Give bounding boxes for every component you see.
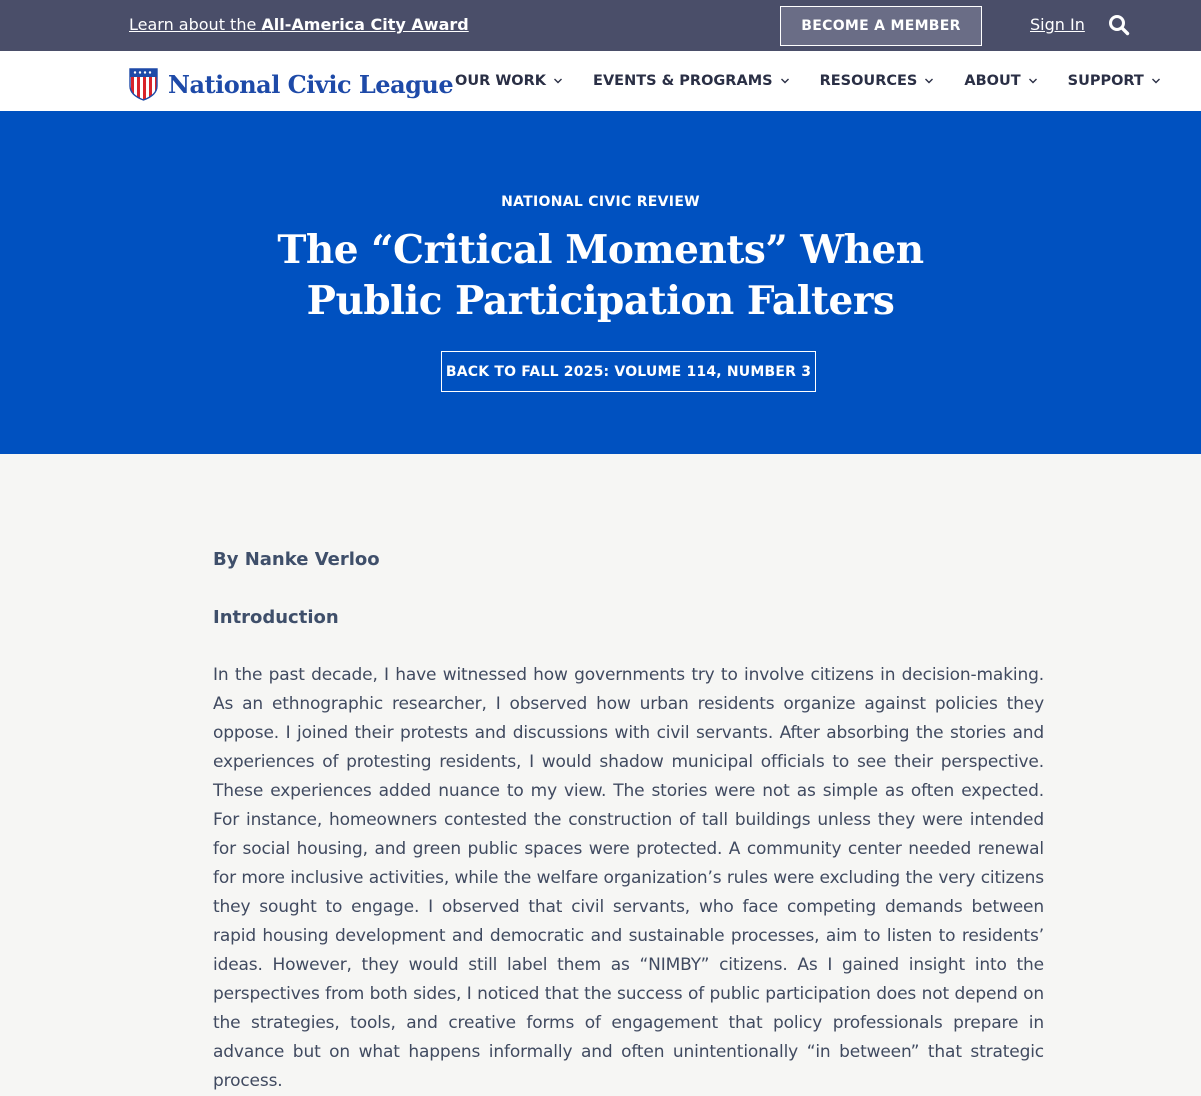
sign-in-link[interactable]: Sign In [1030, 15, 1085, 34]
back-to-issue-button[interactable]: BACK TO FALL 2025: VOLUME 114, NUMBER 3 [441, 351, 816, 392]
nav-item-support[interactable] [1068, 73, 1161, 89]
article-byline: By Nanke Verloo [213, 549, 380, 570]
section-heading: Introduction [213, 607, 339, 628]
nav-item-label: RESOURCES [819, 73, 918, 89]
article-paragraph: In the past decade, I have witnessed how governments try to involve citizens in decision-making. As an ethnographic researcher, I observed how urban residents organize against policies they oppose. I joined their protests and discussions with civil servants. After absorbing the stories and experiences of protesting residents, I would shadow municipal officials to see their perspective. These experiences added nuance to my view. The stories were not as simple as often expected. For instance, homeowners contested the construction of tall buildings unless they were intended for social housing, and green public spaces were protected. A community center needed renewal for more inclusive activities, while the welfare organization’s rules were excluding the very citizens they sought to engage. I observed that civil servants, who face competing demands between rapid housing development and democratic and sustainable processes, aim to listen to residents’ ideas. However, they would still label them as “NIMBY” citizens. As I gained insight into the perspectives from both sides, I noticed that the success of public participation does not depend on the strategies, tools, and creative forms of engagement that policy professionals prepare in advance but on what happens informally and often unintentionally “in between” that strategic process. [213, 665, 1044, 1091]
nav-item-our-work[interactable] [455, 73, 563, 89]
chevron-down-icon [1151, 76, 1161, 86]
article-hero [0, 111, 1201, 454]
announce-link-text: All-America City Award [261, 15, 469, 34]
utility-bar [0, 0, 1201, 51]
chevron-down-icon [1028, 76, 1038, 86]
nav-item-label: EVENTS & PROGRAMS [593, 73, 773, 89]
nav-item-label: SUPPORT [1067, 73, 1144, 89]
become-member-button[interactable]: BECOME A MEMBER [780, 6, 982, 46]
article-body [213, 545, 1044, 1096]
nav-item-resources[interactable] [820, 73, 935, 89]
announce-prefix: Learn about the [129, 15, 262, 34]
nav-item-about[interactable] [964, 73, 1037, 89]
chevron-down-icon [780, 76, 790, 86]
logo-wordmark: National Civic League [168, 70, 454, 99]
publication-kicker: NATIONAL CIVIC REVIEW [501, 194, 700, 210]
nav-item-events-programs[interactable] [593, 73, 790, 89]
site-logo[interactable] [129, 68, 453, 101]
search-icon[interactable] [1108, 14, 1130, 36]
all-america-city-award-link[interactable] [129, 15, 469, 34]
shield-icon [129, 68, 158, 101]
page-title: The “Critical Moments” When Public Participation Falters [277, 227, 924, 324]
nav-item-label: ABOUT [964, 73, 1021, 89]
chevron-down-icon [924, 76, 934, 86]
nav-item-label: OUR WORK [455, 73, 547, 89]
nav-menu [455, 51, 1191, 111]
main-nav [0, 51, 1201, 111]
chevron-down-icon [553, 76, 563, 86]
